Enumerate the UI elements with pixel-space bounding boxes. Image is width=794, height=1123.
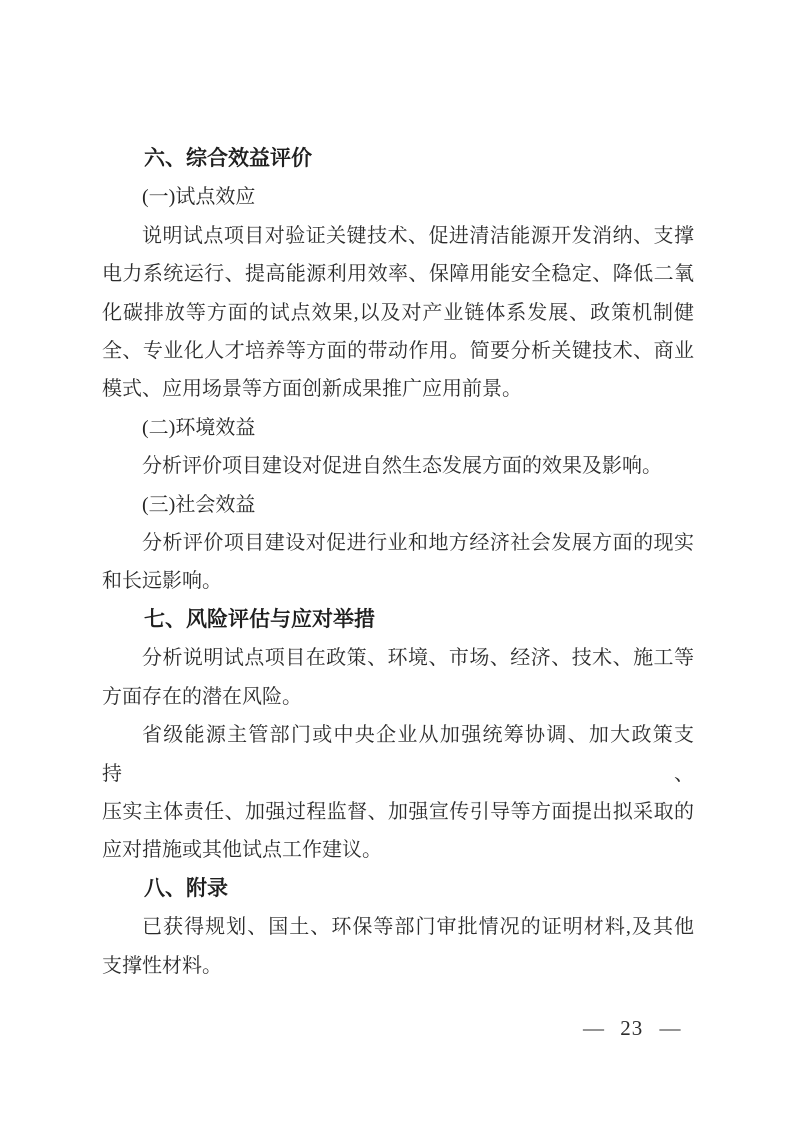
document-line: 分析说明试点项目在政策、环境、市场、经济、技术、施工等 xyxy=(142,647,694,670)
document-line: 已获得规划、国土、环保等部门审批情况的证明材料,及其他 xyxy=(142,916,694,939)
document-line: 分析评价项目建设对促进行业和地方经济社会发展方面的现实 xyxy=(142,532,694,555)
document-line: 和长远影响。 xyxy=(102,570,222,593)
document-line: 压实主体责任、加强过程监督、加强宣传引导等方面提出拟采取的 xyxy=(102,800,694,823)
document-line: (三)社会效益 xyxy=(142,493,256,516)
document-line: 七、风险评估与应对举措 xyxy=(144,607,375,631)
document-line: 八、附录 xyxy=(144,876,228,900)
document-line: 说明试点项目对验证关键技术、促进清洁能源开发消纳、支撑 xyxy=(142,224,694,247)
document-line: 全、专业化人才培养等方面的带动作用。简要分析关键技术、商业 xyxy=(102,340,694,363)
document-body xyxy=(102,140,694,985)
document-line: 方面存在的潜在风险。 xyxy=(102,685,302,708)
document-line: 分析评价项目建设对促进自然生态发展方面的效果及影响。 xyxy=(142,455,662,478)
document-line: (一)试点效应 xyxy=(142,186,256,209)
page-number xyxy=(583,1016,681,1041)
page-number-dash-right: — xyxy=(659,1016,681,1040)
document-line: 模式、应用场景等方面创新成果推广应用前景。 xyxy=(102,378,522,401)
document-line: 化碳排放等方面的试点效果,以及对产业链体系发展、政策机制健 xyxy=(102,301,694,324)
page-number-value: 23 xyxy=(620,1016,644,1040)
document-line: 六、综合效益评价 xyxy=(144,147,312,170)
document-line: 支撑性材料。 xyxy=(102,954,222,977)
document-line: 电力系统运行、提高能源利用效率、保障用能安全稳定、降低二氧 xyxy=(102,263,694,286)
page-number-dash-left: — xyxy=(583,1016,604,1040)
document-line: (二)环境效益 xyxy=(142,416,256,439)
document-line: 省级能源主管部门或中央企业从加强统筹协调、加大政策支持、 xyxy=(102,724,694,785)
document-line: 应对措施或其他试点工作建议。 xyxy=(102,839,382,862)
